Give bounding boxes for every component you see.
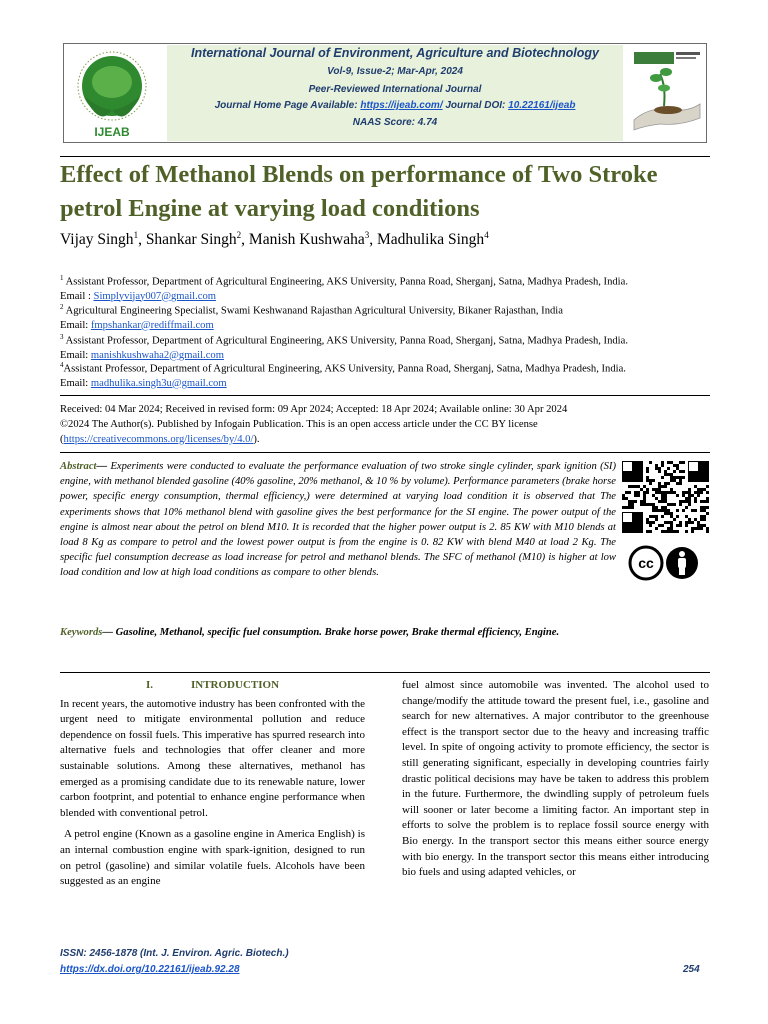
license-link[interactable]: https://creativecommons.org/licenses/by/4.0/: [63, 434, 254, 445]
paragraph: fuel almost since automobile was invented. The alcohol used to change/modify the attitude toward the present fuel, i.e., gasoline and search for new alternatives. A major contributor to the greenhouse effect is the transport sector due to the heavy and increasing traffic level. In spite of ongoing activity to promote efficiency, the sector is still generating significant, especially in developing countries fairly drastic political decisions may have be taken to address this problem in the future. Furthermore, the dwindling supply of petroleum fuels will sooner or later become a limiting factor. An important step in efforts to solve the problem is to replace fossil source energy with Bio energy. In the transport sector this means either source energy with bio energy. In the transport sector this means either introducing bio fuels and using adapted vehicles, or: [402, 679, 709, 879]
affiliation-sup: 2: [60, 303, 64, 311]
abstract-text: Experiments were conducted to evaluate the performance evaluation of two stroke single cylinder, spark ignition (SI) engine, with methanol blended gasoline (40% gasoline, 20% methanol, & 10 % by volume). Performance parameters (brake horse power, specific energy consumption, thermal efficiency,) were determined at varying load condition it is observed that The experiments shows that 10% methanol blend with gasoline gives the best performance for the SI engine. The power output of the engine is almost near about the petrol on blend M10. It is recorded that the higher power output is 2. 85 KW with M10 blends at load 8 Kg as compare to petrol and the lowest power output is from the engine is 0. 82 KW with blend M40 at load 2 Kg. The specific fuel consumption decrease as load increase for petrol and methanol blends. The SFC of methanol (M10) is higher at low load condition and low at high load conditions as compare to other blends.: [60, 461, 616, 579]
email-link[interactable]: madhulika.singh3u@gmail.com: [90, 377, 227, 389]
cc-by-license-icon[interactable]: [628, 545, 702, 581]
email-link[interactable]: Simplyvijay007@gmail.com: [93, 290, 217, 302]
header-band: [167, 45, 623, 141]
page-number: 254: [683, 964, 700, 975]
author-name: Manish Kushwaha: [248, 231, 365, 249]
affiliation-1: [60, 271, 720, 304]
author-list: Vijay Singh$^1$, Shankar Singh$^2$, Manish Kushwaha$^3$, Madhulika Singh$^4$: [60, 230, 489, 249]
license-line: [60, 432, 720, 447]
abstract-dash: —: [96, 461, 111, 472]
section-title: INTRODUCTION: [191, 679, 280, 691]
footer-issn: ISSN: 2456-1878 (Int. J. Environ. Agric. Biotech.): [60, 948, 289, 959]
journal-logo: [72, 46, 152, 140]
keywords: [60, 625, 616, 641]
affiliation-sup: 1: [60, 274, 64, 282]
author-sup: 2: [236, 230, 242, 240]
volume-issue: Vol-9, Issue-2; Mar-Apr, 2024: [327, 66, 463, 77]
author-sup: 3: [364, 230, 370, 240]
author-name: Madhulika Singh: [376, 231, 485, 249]
paragraph: A petrol engine (Known as a gasoline engine in America English) is an internal combustion engine with spark-ignition, designed to run on petrol (gasoline) and similar volatile fuels. Alcohols have been suggested as an engine: [60, 828, 365, 888]
journal-name: International Journal of Environment, Agriculture and Biotechnology: [191, 46, 599, 60]
email-label: Email :: [60, 290, 94, 302]
author-sup: 4: [484, 230, 489, 240]
body-rule: [60, 672, 710, 673]
home-page-line: [167, 100, 623, 111]
affiliation-sup: 4: [60, 361, 64, 369]
affiliation-text: Agricultural Engineering Specialist, Swami Keshwanand Rajasthan Agricultural University, Bikaner Rajasthan, India: [63, 305, 563, 317]
received-dates: Received: 04 Mar 2024; Received in revised form: 09 Apr 2024; Accepted: 18 Apr 2024; Available online: 30 Apr 2024: [60, 404, 568, 415]
home-page-link[interactable]: https://ijeab.com/: [360, 100, 443, 111]
naas-score: NAAS Score: 4.74: [352, 117, 438, 128]
cover-thumbnail: [630, 48, 704, 140]
article-history: [60, 402, 720, 447]
author-name: Shankar Singh: [145, 231, 237, 249]
footer-doi-link[interactable]: https://dx.doi.org/10.22161/ijeab.92.28: [60, 964, 240, 975]
svg-text:IJEAB: IJEAB: [94, 125, 130, 139]
abstract-label: Abstract: [60, 461, 97, 472]
keywords-dash: —: [102, 627, 116, 638]
article-title: Effect of Methanol Blends on performance of Two Stroke petrol Engine at varying load conditions: [60, 161, 658, 222]
home-page-label: Journal Home Page Available:: [214, 100, 361, 111]
header-rule: [60, 156, 710, 157]
affiliation-4: [60, 358, 720, 391]
email-label: Email:: [60, 377, 91, 389]
journal-header: [63, 43, 707, 143]
email-link[interactable]: fmpshankar@rediffmail.com: [90, 319, 214, 331]
doi-label: Journal DOI:: [442, 100, 509, 111]
license-paren: (: [60, 434, 64, 445]
email-link[interactable]: manishkushwaha2@gmail.com: [90, 349, 224, 361]
qr-code[interactable]: [622, 461, 709, 535]
body-column-left: [60, 678, 365, 896]
svg-text:cc: cc: [638, 555, 654, 571]
section-number: I.: [145, 679, 153, 691]
email-label: Email:: [60, 349, 91, 361]
abstract-rule: [60, 452, 710, 453]
affiliation-rule: [60, 395, 710, 396]
abstract: [60, 459, 616, 581]
keywords-text: Gasoline, Methanol, specific fuel consumption. Brake horse power, Brake thermal efficiency, Engine.: [115, 627, 560, 638]
copyright-notice: ©2024 The Author(s). Published by Infogain Publication. This is an open access article under the CC BY license: [60, 419, 538, 430]
affiliation-text: Assistant Professor, Department of Agricultural Engineering, AKS University, Panna Road, Sherganj, Satna, Madhya Pradesh, India.: [63, 335, 628, 347]
affiliation-sup: 3: [60, 333, 64, 341]
affiliation-2: [60, 300, 720, 333]
author-sup: 1: [133, 230, 139, 240]
email-label: Email:: [60, 319, 91, 331]
body-column-right: [402, 678, 709, 887]
peer-reviewed-label: Peer-Reviewed International Journal: [308, 84, 482, 95]
paragraph: In recent years, the automotive industry has been confronted with the urgent need to mitigate environmental pollution and reduce dependence on fossil fuels. This imperative has spurred research into alternative fuels and technologies that offer cleaner and more sustainable solutions. Among these alternatives, methanol has emerged as a promising candidate due to its renewable nature, lower carbon footprint, and potential to enhance engine performance when blended with conventional petrol.: [60, 697, 365, 819]
affiliation-text: Assistant Professor, Department of Agricultural Engineering, AKS University, Panna Road, Sherganj, Satna, Madhya Pradesh, India.: [63, 276, 628, 288]
license-paren: ).: [253, 434, 260, 445]
journal-doi-link[interactable]: 10.22161/ijeab: [508, 100, 576, 111]
author-name: Vijay Singh: [60, 231, 134, 249]
section-heading: [60, 678, 365, 694]
keywords-label: Keywords: [60, 627, 103, 638]
affiliation-text: Assistant Professor, Department of Agricultural Engineering, AKS University, Panna Road, Sherganj, Satna, Madhya Pradesh, India.: [63, 363, 626, 375]
